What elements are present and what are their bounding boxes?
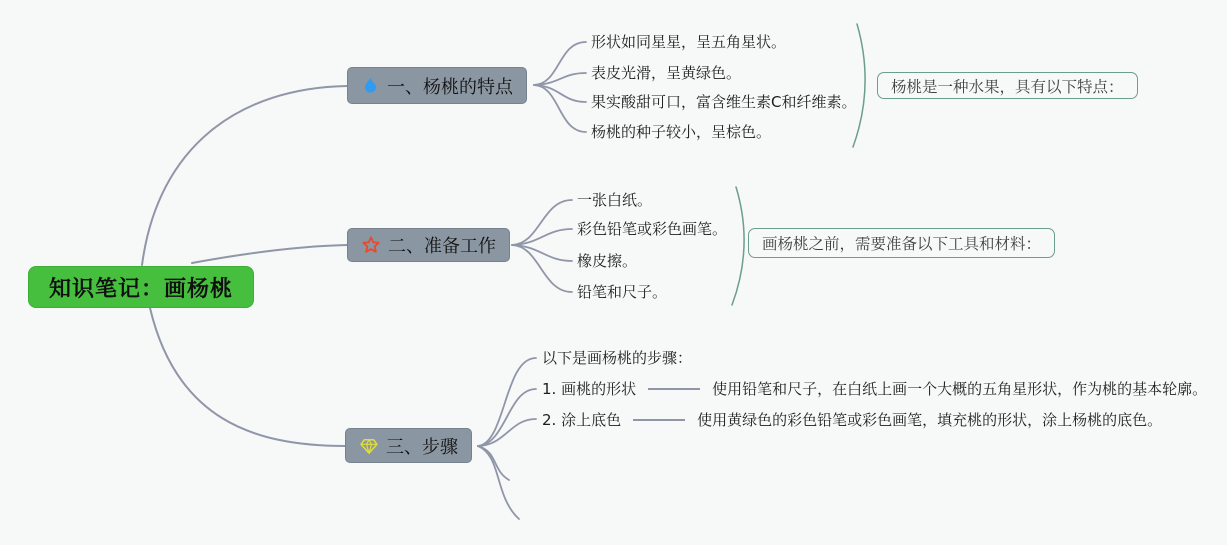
branch-topic-preparation[interactable] <box>347 228 510 262</box>
step-description: 使用铅笔和尺子，在白纸上画一个大概的五角星形状，作为桃的基本轮廓。 <box>712 380 1208 398</box>
edge-branch2-leaf3 <box>512 245 572 261</box>
summary-note-features[interactable] <box>877 72 1138 99</box>
branch-topic-label: 二、准备工作 <box>388 236 496 257</box>
edge-branch3-leaf2 <box>478 389 536 446</box>
edge-branch2-leaf1 <box>512 200 572 245</box>
edge-root-to-branch2 <box>192 245 347 263</box>
leaf-topic[interactable]: 杨桃的种子较小，呈棕色。 <box>591 123 772 141</box>
branch-topic-label: 一、杨桃的特点 <box>387 76 513 98</box>
summary-note-preparation[interactable] <box>748 228 1055 258</box>
root-topic[interactable] <box>28 266 254 308</box>
root-topic-label: 知识笔记：画杨桃 <box>49 276 234 302</box>
step-label: 2. 涂上底色 <box>542 411 622 429</box>
summary-note-label: 画杨桃之前，需要准备以下工具和材料： <box>762 235 1042 253</box>
edge-branch1-leaf1 <box>534 42 586 85</box>
leaf-topic[interactable]: 橡皮擦。 <box>577 252 638 270</box>
edge-root-to-branch3 <box>150 308 345 446</box>
leaf-topic[interactable]: 一张白纸。 <box>577 191 653 209</box>
edge-branch3-leaf1 <box>478 358 536 446</box>
edge-branch3-leaf3 <box>478 419 536 446</box>
flame-icon <box>361 76 380 95</box>
edge-branch1-leaf3 <box>534 85 586 102</box>
step-connector-line <box>648 388 700 390</box>
step-row-2[interactable] <box>542 410 1162 430</box>
summary-bracket-branch2 <box>732 187 744 305</box>
edge-root-to-branch1 <box>142 86 347 265</box>
edge-branch2-leaf4 <box>512 245 572 292</box>
leaf-topic[interactable]: 铅笔和尺子。 <box>577 283 668 301</box>
leaf-topic[interactable]: 表皮光滑，呈黄绿色。 <box>591 64 742 82</box>
branch-topic-label: 三、步骤 <box>386 436 458 458</box>
branch-topic-steps[interactable] <box>345 428 472 463</box>
edge-branch1-leaf4 <box>534 85 586 132</box>
leaf-topic[interactable]: 形状如同星星，呈五角星状。 <box>591 33 787 51</box>
summary-bracket-branch1 <box>853 24 865 147</box>
summary-note-label: 杨桃是一种水果，具有以下特点： <box>891 77 1124 96</box>
step-row-1[interactable] <box>542 379 1207 399</box>
star-icon <box>361 235 381 255</box>
leaf-topic[interactable]: 彩色铅笔或彩色画笔。 <box>577 220 728 238</box>
step-connector-line <box>633 419 685 421</box>
branch-topic-features[interactable] <box>347 67 527 104</box>
leaf-topic-steps-intro[interactable]: 以下是画杨桃的步骤： <box>542 349 693 367</box>
edge-branch3-empty1 <box>478 446 509 480</box>
leaf-topic[interactable]: 果实酸甜可口，富含维生素C和纤维素。 <box>591 93 857 111</box>
gem-icon <box>359 436 379 456</box>
step-description: 使用黄绿色的彩色铅笔或彩色画笔，填充桃的形状，涂上杨桃的底色。 <box>697 411 1163 429</box>
edge-branch1-leaf2 <box>534 73 586 85</box>
step-label: 1. 画桃的形状 <box>542 380 637 398</box>
edge-branch3-empty2 <box>478 446 519 519</box>
edge-branch2-leaf2 <box>512 229 572 245</box>
